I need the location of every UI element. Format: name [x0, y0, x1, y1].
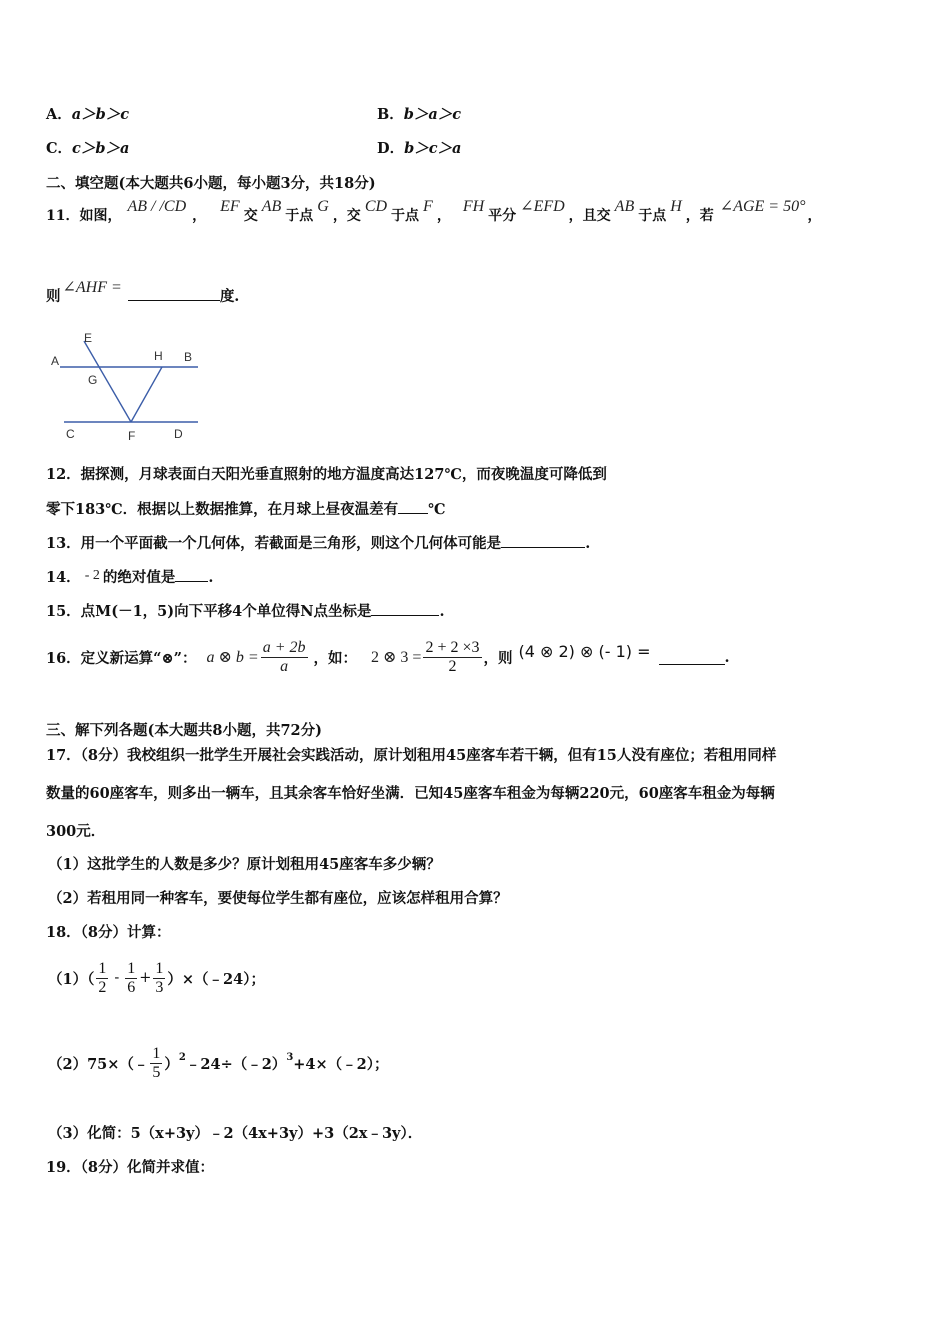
parallel-lines-diagram [46, 328, 206, 446]
q16-text: 16．定义新运算“⊗”： [46, 649, 197, 667]
question-18-part-3: （3）化简：5（x+3y）﹣2（4x+3y）+3（2x﹣3y）． [48, 1125, 423, 1142]
question-12-line-1: 12．据探测，月球表面白天阳光垂直照射的地方温度高达127℃，而夜晚温度可降低到 [46, 466, 607, 483]
q11-math-3: AB [261, 198, 282, 215]
q14-number: 14． [46, 569, 81, 586]
q11-math-11: ∠AGE = 50° [719, 198, 806, 215]
section-3-title: 三、解下列各题(本大题共8小题，共72分) [46, 722, 322, 739]
question-14 [46, 566, 213, 587]
q11-math-12: ∠AHF = [62, 279, 122, 296]
q11-text-9: 于点 [638, 208, 667, 224]
option-b-text: b＞a＞c [403, 106, 462, 123]
q11-number: 11．如图， [46, 208, 122, 224]
q11-math-6: F [423, 198, 433, 215]
q12-answer-blank[interactable] [398, 499, 428, 514]
q11-end: 度. [219, 288, 240, 305]
q18-fraction-1 [96, 960, 108, 997]
line-fh [131, 367, 162, 422]
q14-end: . [208, 569, 214, 586]
q18-p2-label: （2）75×（﹣ [48, 1055, 149, 1073]
q11-text-2: 交 [243, 208, 258, 224]
option-d [377, 137, 461, 158]
label-b: B [184, 350, 193, 364]
q14-math: - 2 [84, 568, 100, 583]
option-a [46, 103, 129, 124]
q18-exponent-2: 3 [286, 1051, 294, 1063]
q11-math-4: G [317, 198, 329, 215]
question-17-sub-1: （1）这批学生的人数是多少？原计划租用45座客车多少辆？ [48, 856, 441, 873]
label-e: E [84, 331, 93, 345]
question-17-line-3: 300元． [46, 823, 106, 840]
question-18-title: 18．（8分）计算： [46, 924, 171, 941]
q16-end: . [724, 648, 730, 666]
q18-p2-mid: ﹣24÷（﹣2） [185, 1055, 287, 1073]
q12-unit: ℃ [428, 501, 446, 518]
q11-text-3: 于点 [285, 208, 314, 224]
q16-expression: (4 ⊗ 2) ⊗ (- 1) = [518, 641, 651, 661]
q11-math-7: FH [462, 198, 485, 215]
q11-text-5: 于点 [391, 208, 420, 224]
question-11-answer-line [46, 279, 240, 306]
q18-f1-numerator: 1 [98, 959, 107, 977]
q12-text: 零下183℃．根据以上数据推算，在月球上昼夜温差有 [46, 501, 399, 518]
q15-text: 15．点M(－1，5)向下平移4个单位得N点坐标是 [46, 603, 372, 620]
question-19-title: 19．（8分）化简并求值： [46, 1159, 215, 1176]
option-c-text: c＞b＞a [72, 140, 130, 157]
option-a-text: a＞b＞c [71, 106, 130, 123]
question-17-sub-2: （2）若租用同一种客车，要使每位学生都有座位，应该怎样租用合算？ [48, 890, 508, 907]
question-15 [46, 600, 445, 621]
q18-exponent-1: 2 [178, 1051, 186, 1063]
option-d-text: b＞c＞a [404, 140, 462, 157]
q18-f2-numerator: 1 [127, 959, 136, 977]
q13-text: 13．用一个平面截一个几何体，若截面是三角形，则这个几何体可能是 [46, 535, 502, 552]
question-12-line-2 [46, 498, 446, 519]
option-d-label: D． [377, 140, 405, 157]
q13-end: . [585, 535, 591, 552]
q15-answer-blank[interactable] [371, 601, 439, 616]
question-13 [46, 532, 590, 553]
q11-text-8: ，且交 [568, 208, 611, 224]
q11-answer-blank[interactable] [128, 286, 220, 301]
q11-text-7: 平分 [488, 208, 517, 224]
q16-def-denominator: a [261, 657, 308, 676]
q15-end: . [439, 603, 445, 620]
q11-text-10: ，若 [685, 208, 714, 224]
q18-fraction-2 [125, 960, 137, 997]
question-17-line-1: 17．（8分）我校组织一批学生开展社会实践活动，原计划租用45座客车若干辆，但有15人没有座位；若租用同样 [46, 747, 777, 764]
q18-f1-denominator: 2 [98, 978, 107, 996]
option-c-label: C． [46, 140, 73, 157]
q11-text-1: ， [192, 208, 207, 224]
q16-example-lhs: 2 ⊗ 3 = [371, 649, 422, 666]
q11-math-1: AB / /CD [127, 198, 187, 215]
q11-text-6: ， [436, 208, 451, 224]
q11-math-5: CD [364, 198, 388, 215]
q11-then: 则 [46, 288, 61, 305]
question-16 [46, 633, 730, 681]
label-f: F [128, 429, 136, 443]
question-18-part-1 [48, 954, 265, 1002]
label-d: D [174, 427, 183, 441]
label-c: C [66, 427, 75, 441]
q18-p1-tail: ）×（﹣24）； [167, 970, 265, 988]
question-11 [46, 198, 822, 225]
q18-f3-numerator: 1 [155, 959, 164, 977]
q18-op-1: - [114, 970, 120, 986]
option-c [46, 137, 129, 158]
q11-math-9: AB [614, 198, 635, 215]
q14-text: 的绝对值是 [102, 569, 176, 586]
label-h: H [154, 349, 163, 363]
label-a: A [51, 354, 60, 368]
q18-f4-numerator: 1 [152, 1044, 161, 1062]
q16-definition-fraction [261, 639, 308, 676]
q11-text-11: ， [807, 208, 822, 224]
q16-ex-numerator: 2 + 2 ×3 [425, 638, 480, 656]
q18-f4-denominator: 5 [152, 1063, 161, 1081]
q16-definition-lhs: a ⊗ b = [206, 649, 259, 666]
option-b-label: B． [377, 106, 404, 123]
q18-p2-close: ） [164, 1055, 179, 1073]
q11-math-8: ∠EFD [520, 198, 565, 215]
q18-p1-label: （1）（ [48, 970, 95, 988]
q18-p2-tail: +4×（﹣2）； [293, 1055, 389, 1073]
q16-example-label: ，如： [313, 649, 358, 667]
q11-math-10: H [670, 198, 682, 215]
q18-fraction-3 [153, 960, 165, 997]
q11-text-4: ，交 [332, 208, 361, 224]
section-2-title: 二、填空题(本大题共6小题，每小题3分，共18分) [46, 175, 376, 192]
q16-def-numerator: a + 2b [262, 638, 306, 656]
q18-op-2: + [139, 970, 152, 986]
option-a-label: A． [46, 106, 72, 123]
q18-f2-denominator: 6 [127, 978, 136, 996]
q18-f3-denominator: 3 [155, 978, 164, 996]
q13-answer-blank[interactable] [501, 533, 585, 548]
q16-answer-blank[interactable] [659, 650, 725, 665]
q14-answer-blank[interactable] [175, 567, 208, 582]
q16-ex-denominator: 2 [423, 657, 481, 676]
option-b [377, 103, 461, 124]
question-17-line-2: 数量的60座客车，则多出一辆车，且其余客车恰好坐满．已知45座客车租金为每辆220元，60座客车租金为每辆 [46, 785, 775, 802]
q16-then: ，则 [483, 649, 513, 667]
question-18-part-2 [48, 1038, 389, 1088]
label-g: G [88, 373, 98, 387]
q16-example-fraction [423, 639, 481, 676]
q18-fraction-4 [150, 1045, 162, 1082]
q11-math-2: EF [220, 198, 240, 215]
